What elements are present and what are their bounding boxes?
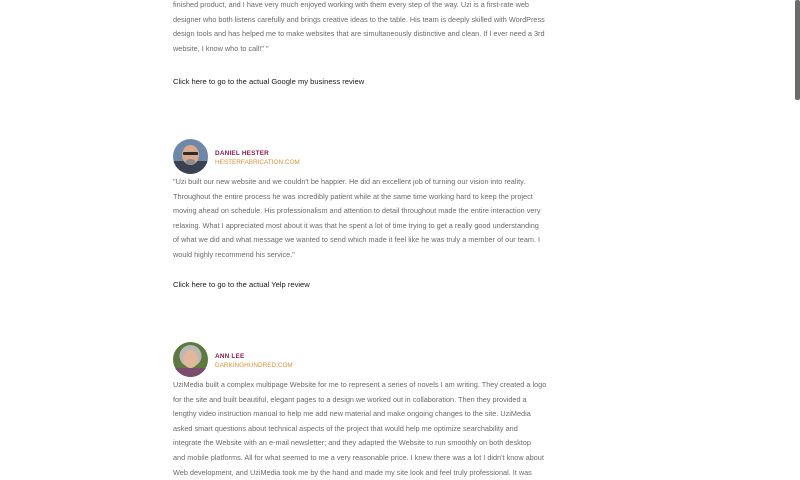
review-line: website, I know who to call!" "	[173, 43, 269, 53]
review-line: of what we did and what message we wanted to send which made it feel like he was truly a member of our team. I	[173, 235, 541, 245]
review-line: asked smart questions about technical aspects of the project that would help me optimize searchability and	[173, 423, 518, 433]
avatar	[173, 139, 208, 174]
reviewer-daniel-hester	[173, 139, 373, 175]
review-text-1	[173, 0, 628, 56]
scrollbar-thumb[interactable]	[795, 0, 800, 100]
review-line: designer who both listens carefully and brings creative ideas to the table. His team is deeply skilled with WordPress	[173, 14, 545, 24]
review-line: UziMedia built a complex multipage Website for me to represent a series of novels I am writing. They created a logo	[173, 380, 547, 389]
avatar-image	[173, 139, 208, 174]
review-line: and mobile platforms. All for what seemed to me a very reasonable price. I knew there was a lot I didn't know about	[173, 452, 544, 462]
review-line: lengthy video instruction manual to help me add new material and make ongoing changes to the site. UziMedia	[173, 409, 531, 419]
reviewer-name: ANN LEE	[215, 353, 245, 360]
review-line: Throughout the entire process he was incredibly patient while at the same time working hard to keep the project	[173, 191, 533, 201]
review-line: design tools and has helped me to make websites that are simultaneously distinctive and clean. If I ever need a 3rd	[173, 29, 545, 39]
avatar	[173, 342, 208, 377]
review-line: Web development, and UziMedia took me by the hand and made my site look and feel truly professional. It was	[173, 467, 532, 477]
review-line: for the site and built beautiful, elegant pages to a design we worked out in collaboration. Then they provided a	[173, 394, 527, 404]
reviewer-name: DANIEL HESTER	[215, 150, 269, 157]
avatar-image	[173, 342, 208, 377]
review-line: relaxing. What I appreciated most about it was that he spent a lot of time trying to get a really good understanding	[173, 220, 539, 230]
review-line: would highly recommend his service."	[173, 249, 295, 259]
google-review-link[interactable]: Click here to go to the actual Google my business review	[173, 77, 365, 86]
reviewer-ann-lee	[173, 342, 373, 378]
review-line: finished product, and I have very much enjoyed working with them every step of the way. Uzi is a first-rate web	[173, 0, 529, 9]
yelp-review-link[interactable]: Click here to go to the actual Yelp review	[173, 280, 310, 289]
reviewer-website-link[interactable]: HESTERFABRICATION.COM	[215, 159, 300, 166]
review-text-3	[173, 378, 628, 480]
reviewer-website-link[interactable]: DARKINGHUNDRED.COM	[215, 362, 293, 369]
review-text-2	[173, 175, 628, 263]
review-line: integrate the Website with an e-mail newsletter; and they adapted the Website to run smoothly on both desktop	[173, 438, 531, 448]
review-line: "Uzi built our new website and we couldn't be happier. He did an excellent job of turning our vision into reality.	[173, 177, 526, 186]
review-line: moving ahead on schedule. His professionalism and attention to detail throughout made the entire interaction very	[173, 206, 541, 216]
